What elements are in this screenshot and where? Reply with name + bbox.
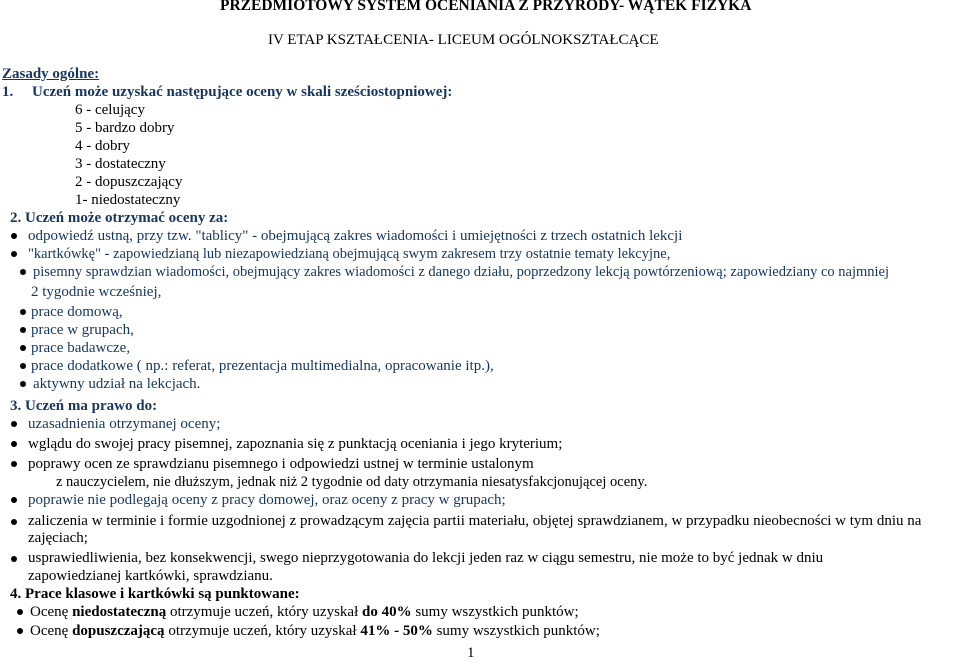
grade-1: 1- niedostateczny — [75, 192, 181, 208]
bullet-icon — [20, 269, 26, 275]
bullet-icon — [17, 628, 23, 634]
grade-name-fail: niedostateczną — [72, 604, 167, 620]
grade-threshold-pass: 41% - 50% — [360, 623, 433, 639]
grade-6: 6 - celujący — [75, 102, 145, 118]
bullet-icon — [11, 461, 17, 467]
grade-4: 4 - dobry — [75, 138, 130, 154]
section-3-heading: 3. Uczeń ma prawo do: — [10, 398, 158, 414]
grading-row-pass-a: Ocenę — [30, 623, 73, 639]
grade-source-activity: aktywny udział na lekcjach. — [33, 376, 201, 392]
grading-row-pass-e: sumy wszystkich punktów; — [432, 623, 600, 639]
grade-source-quiz: "kartkówkę" - zapowiedzianą lub niezapowiedzianą obejmującą swym zakresem trzy ostatnie tematy lekcyjne, — [28, 246, 671, 262]
bullet-icon — [11, 441, 17, 447]
bullet-icon — [20, 309, 26, 315]
bullet-icon — [20, 345, 26, 351]
grade-2: 2 - dopuszczający — [75, 174, 183, 190]
grading-row-pass-c: otrzymuje uczeń, który uzyskał — [164, 623, 361, 639]
grade-source-oral: odpowiedź ustną, przy tzw. "tablicy" - obejmującą zakres wiadomości i umiejętności z trzech ostatnich lekcji — [28, 228, 683, 244]
section-2-heading: 2. Uczeń może otrzymać oceny za: — [10, 210, 229, 226]
section-1-number: 1. — [2, 84, 14, 100]
bullet-icon — [11, 421, 17, 427]
bullet-icon — [11, 497, 17, 503]
grading-row-fail-e: sumy wszystkich punktów; — [411, 604, 579, 620]
document-subtitle: IV ETAP KSZTAŁCENIA- LICEUM OGÓLNOKSZTAŁCĄCE — [268, 32, 659, 48]
section-1-heading-text: Uczeń może uzyskać następujące oceny w skali sześciostopniowej: — [32, 84, 453, 100]
section-4-heading: 4. Prace klasowe i kartkówki są punktowane: — [10, 586, 300, 602]
grading-row-pass — [30, 622, 600, 640]
grade-5: 5 - bardzo dobry — [75, 120, 175, 136]
right-retake: poprawy ocen ze sprawdzianu pisemnego i odpowiedzi ustnej w terminie ustalonym — [28, 456, 534, 472]
document-title: PRZEDMIOTOWY SYSTEM OCENIANIA Z PRZYRODY- WĄTEK FIZYKA — [220, 0, 752, 14]
grade-source-extra: prace dodatkowe ( np.: referat, prezentacja multimedialna, opracowanie itp.), — [31, 358, 494, 374]
grade-source-test-cont: 2 tygodnie wcześniej, — [31, 284, 162, 300]
section-1-heading — [32, 83, 452, 101]
grade-3: 3 - dostateczny — [75, 156, 166, 172]
right-retake-cont: z nauczycielem, nie dłuższym, jednak niż 2 tygodnie od daty otrzymania niesatysfakcjonującej oceny. — [56, 474, 648, 490]
grade-source-groupwork: prace w grupach, — [31, 322, 134, 338]
bullet-icon — [11, 519, 17, 525]
grade-source-test: pisemny sprawdzian wiadomości, obejmujący zakres wiadomości z danego działu, poprzedzony lekcją powtórzeniową; zapowiedziany co najmniej — [33, 264, 890, 280]
grade-threshold-fail: do 40% — [362, 604, 412, 620]
bullet-icon — [20, 381, 26, 387]
grading-row-fail-a: Ocenę — [30, 604, 73, 620]
right-justification: uzasadnienia otrzymanej oceny; — [28, 416, 221, 432]
grade-source-research: prace badawcze, — [31, 340, 131, 356]
bullet-icon — [20, 327, 26, 333]
page-number: 1 — [467, 645, 475, 661]
grade-source-homework: prace domową, — [31, 304, 123, 320]
grading-row-fail — [30, 603, 579, 621]
general-rules-heading: Zasady ogólne: — [2, 66, 100, 82]
bullet-icon — [11, 556, 17, 562]
bullet-icon — [11, 251, 17, 257]
right-review-work: wglądu do swojej pracy pisemnej, zapoznania się z punktacją oceniania i jego kryterium; — [28, 436, 563, 452]
right-no-retake-homework: poprawie nie podlegają oceny z pracy domowej, oraz oceny z pracy w grupach; — [28, 492, 506, 508]
right-unprepared: usprawiedliwienia, bez konsekwencji, swego nieprzygotowania do lekcji jeden raz w ciągu semestru, nie może to być jednak w dniu — [28, 550, 824, 566]
right-unprepared-cont: zapowiedzianej kartkówki, sprawdzianu. — [28, 568, 273, 584]
bullet-icon — [20, 363, 26, 369]
bullet-icon — [11, 233, 17, 239]
grade-name-pass: dopuszczającą — [72, 623, 165, 639]
right-make-up-cont: zajęciach; — [28, 530, 88, 546]
right-make-up: zaliczenia w terminie i formie uzgodnionej z prowadzącym zajęcia partii materiału, objętej sprawdzianem, w przypadku nieobecności w tym dniu na — [28, 513, 922, 529]
bullet-icon — [17, 609, 23, 615]
grading-row-fail-c: otrzymuje uczeń, który uzyskał — [166, 604, 362, 620]
